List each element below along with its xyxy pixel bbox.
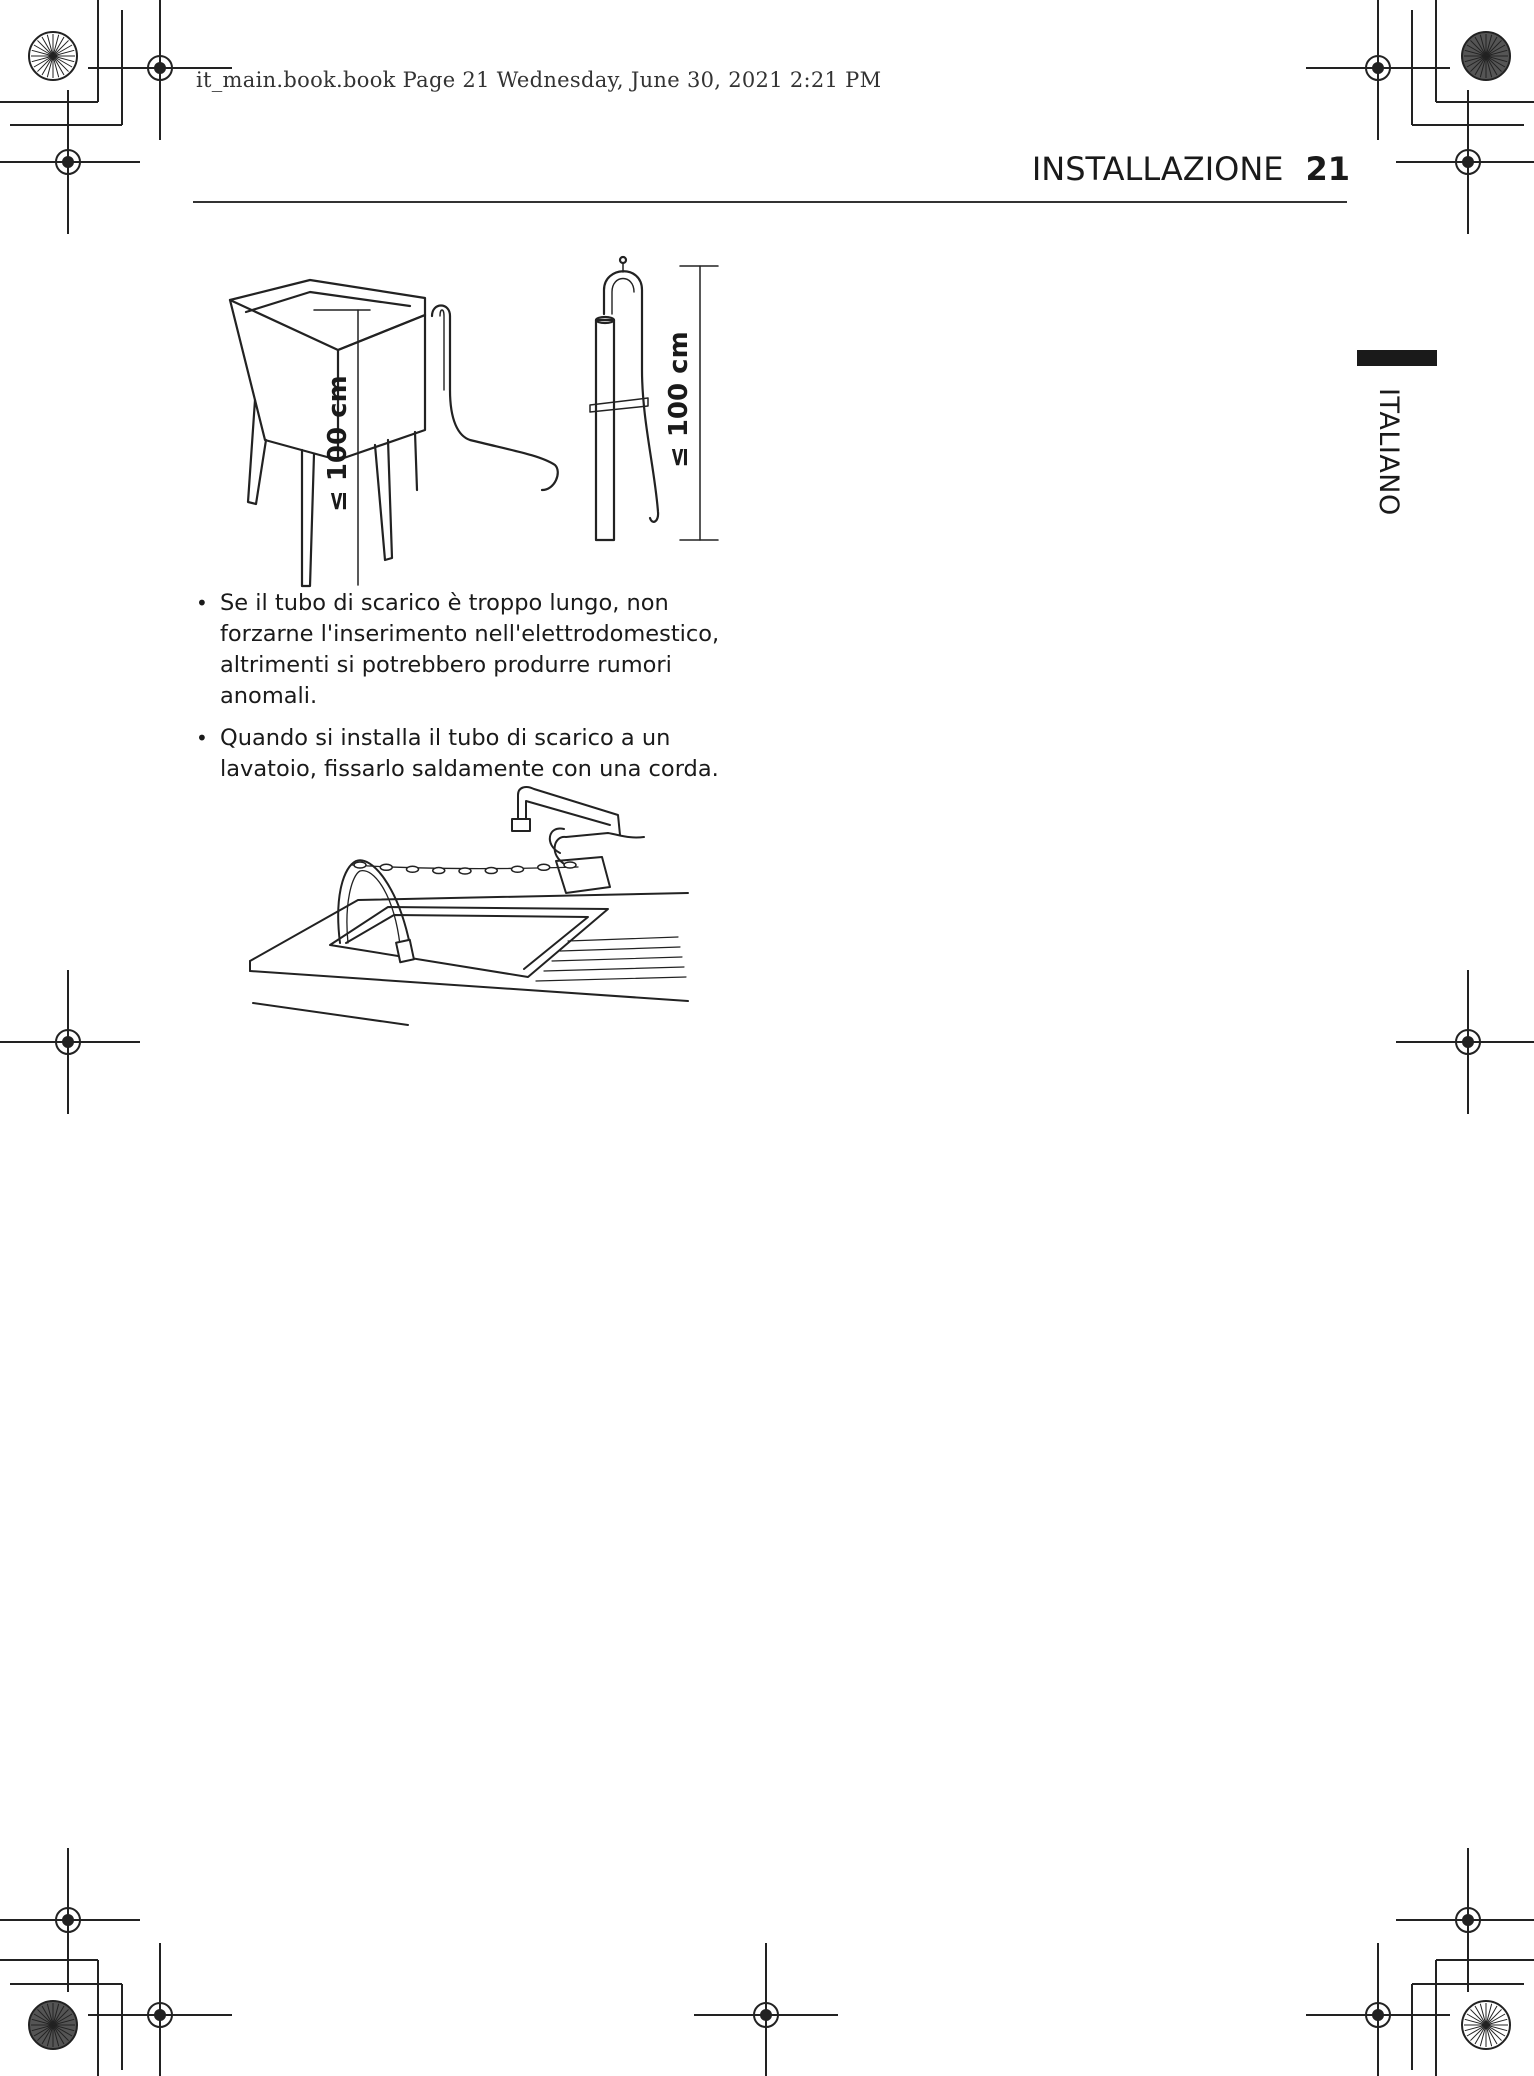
rope-bead [459, 868, 471, 874]
starburst-ray [37, 2025, 53, 2041]
starburst-ray [1486, 2025, 1505, 2036]
starburst-ray [53, 56, 59, 77]
starburst-ray [1467, 2014, 1486, 2025]
starburst-ray [53, 50, 74, 56]
starburst-ray [47, 2025, 53, 2046]
starburst-ray [1486, 56, 1492, 77]
registration-target [0, 1848, 140, 1992]
tub-height-label: ≤ 100 cm [323, 375, 353, 512]
starburst-ray [34, 2014, 53, 2025]
print-info: it_main.book.book Page 21 Wednesday, June 30, 2021 2:21 PM [196, 68, 882, 92]
starburst-ray [1480, 2004, 1486, 2025]
starburst-ray [34, 45, 53, 56]
starburst-ray [1467, 56, 1486, 67]
starburst-ray [1486, 2025, 1507, 2031]
registration-target [1396, 90, 1534, 234]
starburst-ray [1486, 35, 1492, 56]
section-header [1020, 150, 1350, 188]
starburst-ray [53, 2019, 74, 2025]
starburst-ray [1480, 56, 1486, 77]
starburst-ray [32, 2025, 53, 2031]
starburst-ray [53, 2025, 64, 2044]
starburst-ray [53, 35, 59, 56]
registration-target [0, 970, 140, 1114]
registration-target [1306, 0, 1450, 140]
rope-bead [354, 862, 366, 868]
starburst-ray [1486, 2025, 1492, 2046]
instruction-item: • Se il tubo di scarico è troppo lungo, non forzarne l'inserimento nell'elettrodomestico, altrimenti si potrebbero produrre rumori anomali. [190, 588, 750, 712]
starburst-ray [53, 40, 69, 56]
starburst-ray [1475, 2006, 1486, 2025]
starburst-ray [37, 56, 53, 72]
starburst-ray [42, 2025, 53, 2044]
starburst-ray [1486, 2004, 1492, 2025]
starburst-ray [47, 35, 53, 56]
starburst-ray [53, 56, 72, 67]
starburst-ray [34, 56, 53, 67]
language-tab-bar [1357, 350, 1437, 366]
starburst-ray [42, 2006, 53, 2025]
starburst-ray [1470, 40, 1486, 56]
rope-bead [407, 866, 419, 872]
starburst-ray [1486, 56, 1505, 67]
registration-target [694, 1943, 838, 2076]
starburst-ray [47, 2004, 53, 2025]
starburst-ray [53, 2025, 74, 2031]
rope-bead [564, 862, 576, 868]
starburst-ray [42, 56, 53, 75]
starburst-ray [1470, 2025, 1486, 2041]
registration-target [0, 90, 140, 234]
starburst-ray [53, 2009, 69, 2025]
starburst-ray [1486, 2014, 1505, 2025]
starburst-ray [1470, 2009, 1486, 2025]
starburst-ray [53, 56, 69, 72]
starburst-ray [32, 2019, 53, 2025]
starburst-ray [1486, 56, 1502, 72]
starburst-ray [1470, 56, 1486, 72]
rope-bead [433, 868, 445, 874]
starburst-ray [1486, 50, 1507, 56]
starburst-ray [1486, 56, 1507, 62]
starburst-ray [53, 2025, 72, 2036]
starburst-ray [1465, 2025, 1486, 2031]
starburst-ray [42, 37, 53, 56]
starburst-ray [1480, 35, 1486, 56]
starburst-ray [1475, 37, 1486, 56]
rope-bead [538, 864, 550, 870]
starburst-ray [1486, 45, 1505, 56]
starburst-ray [1486, 37, 1497, 56]
starburst-ray [1467, 45, 1486, 56]
rope-bead [380, 864, 392, 870]
starburst-ray [32, 50, 53, 56]
starburst-ray [1486, 2025, 1497, 2044]
starburst-ray [1467, 2025, 1486, 2036]
starburst-ray [1486, 2009, 1502, 2025]
starburst-ray [53, 2014, 72, 2025]
page-number: 21 [1305, 150, 1350, 188]
starburst-ray [1486, 2019, 1507, 2025]
starburst-ray [1486, 2006, 1497, 2025]
rope-bead [512, 866, 524, 872]
starburst-ray [1486, 2025, 1502, 2041]
starburst-ray [53, 2006, 64, 2025]
section-title: INSTALLAZIONE [1031, 150, 1284, 188]
standpipe-height-label: ≤ 100 cm [664, 331, 694, 468]
starburst-ray [1465, 56, 1486, 62]
registration-target [1396, 970, 1534, 1114]
starburst-ray [37, 40, 53, 56]
starburst-ray [34, 2025, 53, 2036]
header-rule [193, 201, 1347, 203]
instruction-list [190, 588, 750, 796]
registration-target [88, 1943, 232, 2076]
starburst-ray [1475, 56, 1486, 75]
starburst-ray [1465, 2019, 1486, 2025]
starburst-ray [32, 56, 53, 62]
rope-bead [485, 868, 497, 874]
starburst-ray [1465, 50, 1486, 56]
starburst-ray [47, 56, 53, 77]
starburst-ray [53, 2025, 69, 2041]
starburst-ray [1486, 40, 1502, 56]
language-tab-label: ITALIANO [1373, 388, 1404, 516]
starburst-ray [1486, 56, 1497, 75]
starburst-ray [53, 2025, 59, 2046]
starburst-ray [1480, 2025, 1486, 2046]
starburst-ray [53, 45, 72, 56]
starburst-ray [37, 2009, 53, 2025]
starburst-ray [53, 56, 64, 75]
drain-height-illustration [210, 250, 730, 590]
registration-target [1306, 1943, 1450, 2076]
starburst-ray [53, 37, 64, 56]
sink-hose-illustration [248, 775, 698, 1025]
starburst-ray [53, 56, 74, 62]
starburst-ray [1475, 2025, 1486, 2044]
registration-target [1396, 1848, 1534, 1992]
instruction-item: • Quando si installa il tubo di scarico a un lavatoio, fissarlo saldamente con una corda. [190, 723, 750, 785]
starburst-ray [53, 2004, 59, 2025]
